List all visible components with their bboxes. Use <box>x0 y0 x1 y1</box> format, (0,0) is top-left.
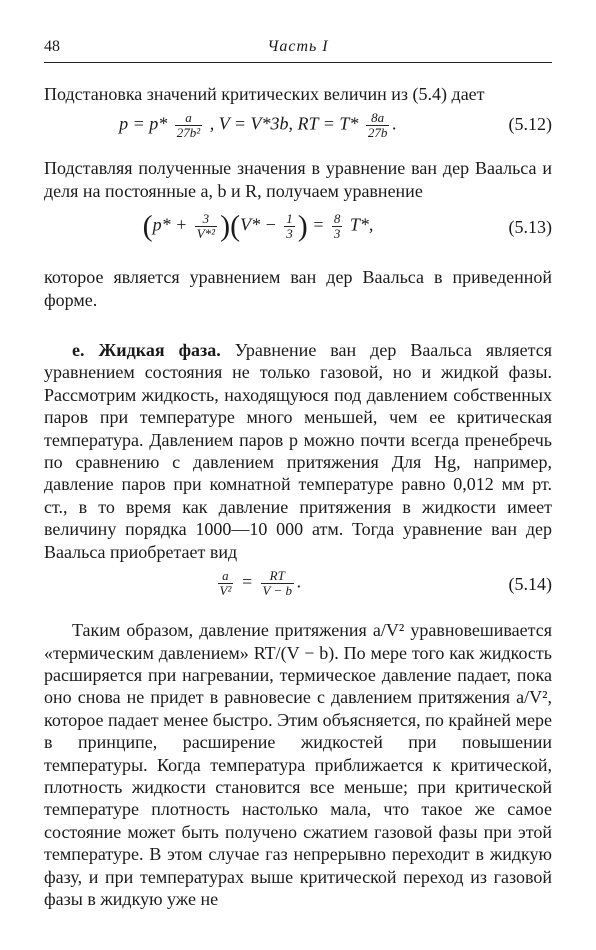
eq512-v-part: , V = V*3b, <box>209 114 294 135</box>
eq513-frac-3 <box>332 212 343 241</box>
equation-number-5-14: (5.14) <box>508 574 552 595</box>
eq514-end: . <box>296 571 302 592</box>
eq513-f1-bot: V*² <box>196 226 216 242</box>
paragraph-2: Подставляя полученные значения в уравнение ван дер Ваальса и деля на постоянные a, b и R, получаем уравнение <box>44 158 552 201</box>
equation-5-12 <box>44 105 552 145</box>
section-e-paragraph <box>44 339 552 563</box>
eq512-p-lhs: p = p* <box>119 114 168 135</box>
eq513-f1-top: 3 <box>195 212 217 227</box>
eq513-f3-bot: 3 <box>333 226 341 242</box>
equation-5-14-formula <box>44 569 472 598</box>
eq512-frac-a-top: a <box>175 111 202 126</box>
eq514-frac-2 <box>261 569 294 598</box>
paragraph-3: которое является уравнением ван дер Ваальса в приведенной форме. <box>44 267 552 310</box>
eq514-eq: = <box>240 571 253 592</box>
eq513-a1: p* + <box>152 214 188 235</box>
eq514-frac-1 <box>218 569 234 598</box>
eq514-f1-top: a <box>218 569 234 584</box>
eq513-a2: V* − <box>240 214 277 235</box>
page-body <box>44 83 552 910</box>
eq513-f3-top: 8 <box>333 211 341 227</box>
eq514-f2-top: RT <box>261 569 294 584</box>
eq512-frac-b-bot: 27b <box>367 125 388 141</box>
paragraph-1: Подстановка значений критических величин из (5.4) дает <box>44 84 485 104</box>
equation-5-13-formula: (p* + $\frac{3}{\text{V*²}}$ )(V* − $\frac{1}{3}$ ) = $\frac{8}{3}$ T*, <box>142 209 374 243</box>
eq513-a3: = <box>312 214 325 235</box>
eq512-rt-lhs: RT = T* <box>297 114 359 135</box>
eq513-frac-2 <box>284 212 295 241</box>
section-heading: е. Жидкая фаза. <box>72 340 221 361</box>
running-title: Часть I <box>267 38 329 55</box>
eq512-frac-b <box>366 111 390 140</box>
equation-5-14 <box>44 563 552 607</box>
eq512-frac-a-bot: 27b² <box>176 125 201 141</box>
eq513-f2-bot: 3 <box>286 226 293 242</box>
header-rule <box>44 62 552 63</box>
eq514-f1-bot: V² <box>219 583 232 599</box>
eq512-end: . <box>392 114 397 135</box>
equation-5-13 <box>44 202 552 254</box>
equation-number-5-12: (5.12) <box>508 114 552 135</box>
eq513-f2-top: 1 <box>286 211 293 227</box>
eq513-frac-1 <box>195 212 217 241</box>
page-number: 48 <box>44 38 60 55</box>
equation-number-5-13: (5.13) <box>508 217 552 238</box>
eq513-a4: T*, <box>349 214 374 235</box>
eq514-f2-bot: V − b <box>262 583 292 599</box>
paragraph-4: Таким образом, давление притяжения a/V² уравновешивается «термическим давлением» RT/(V − b). По мере того как жидкость расширяется при нагревании, термическое давление падает, пока оно снова не придет в равновесие с давлением притяжения a/V², которое падает менее быстро. Этим объясняется, по крайней мере в принципе, расширение жидкостей при повышении температуры. Когда температура приближается к критической, плотность жидкости становится все меньше; при критической температуре плотность настолько мала, что такое же самое состояние может быть получено сжатием газовой фазы при этой температуре. В этом случае газ непрерывно переходит в жидкую фазу, и при температурах выше критической переход из газовой фазы в жидкую уже не <box>44 620 552 909</box>
eq512-frac-b-top: 8a <box>366 111 390 126</box>
page-header <box>44 38 552 62</box>
equation-5-12-formula <box>44 111 472 140</box>
section-text: Уравнение ван дер Ваальса является уравнением состояния не только газовой, но и жидкой фазы. Рассмотрим жидкость, находящуюся под давлением собственных паров при температуре много меньшей, чем ее критическая температура. Давлением паров p можно почти всегда пренебречь по сравнению с давлением притяжения Для Hg, например, давление паров при комнатной температуре равно 0,012 мм рт. ст., в то время как давление притяжения в жидкости имеет величину порядка 1000—10 000 атм. Тогда уравнение ван дер Ваальса приобретает вид <box>44 340 552 562</box>
eq512-frac-a <box>175 111 202 140</box>
